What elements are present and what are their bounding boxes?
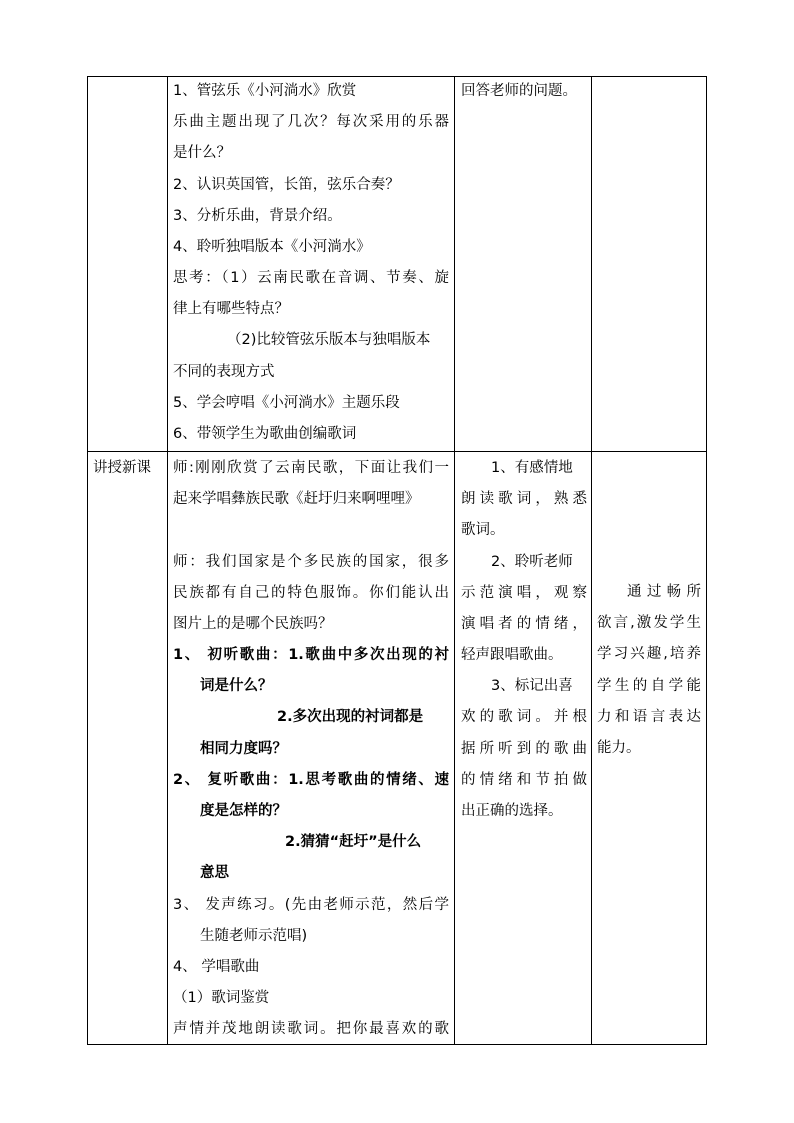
content-line: 6、带领学生为歌曲创编歌词 <box>173 426 357 442</box>
content-line: 5、学会哼唱《小河淌水》主题乐段 <box>173 395 400 411</box>
student-line: 回答老师的问题。 <box>461 83 577 99</box>
intent-line: 学习兴趣,培养 <box>597 646 701 662</box>
intent-line: 欲言,激发学生 <box>597 615 701 631</box>
intent-line: 力和语言表达 <box>597 709 701 725</box>
student-line: 示范演唱，观察 <box>461 585 587 601</box>
content-line: 2、 复听歌曲：1.思考歌曲的情绪、速 <box>173 772 449 788</box>
content-line: 生随老师示范唱) <box>200 928 308 944</box>
content-line: 民族都有自己的特色服饰。你们能认出 <box>173 585 449 601</box>
intent-line: 学生的自学能 <box>597 678 701 694</box>
student-line: 轻声跟唱歌曲。 <box>461 647 563 663</box>
content-line: 意思 <box>200 865 229 881</box>
student-line: 3、标记出喜 <box>491 678 573 694</box>
column-divider-3 <box>591 76 592 1045</box>
content-line: 1、管弦乐《小河淌水》欣赏 <box>173 83 357 99</box>
content-line: 起来学唱彝族民歌《赶圩归来啊哩哩》 <box>173 491 420 507</box>
student-line: 据所听到的歌曲 <box>461 741 587 757</box>
intent-line: 通过畅所 <box>627 584 701 600</box>
content-line: 4、 学唱歌曲 <box>173 959 260 975</box>
content-line: 度是怎样的？ <box>200 803 287 819</box>
content-line: 3、分析乐曲，背景介绍。 <box>173 208 342 224</box>
content-line: 词是什么？ <box>200 678 273 694</box>
table-left-border <box>87 76 88 1045</box>
student-line: 出正确的选择。 <box>461 803 563 819</box>
student-line: 演唱者的情绪， <box>461 616 587 632</box>
row-divider <box>87 451 707 452</box>
content-line: 乐曲主题出现了几次？每次采用的乐器 <box>173 114 449 130</box>
intent-line: 能力。 <box>597 740 641 756</box>
content-line: 相同力度吗？ <box>200 741 287 757</box>
content-line: 2.多次出现的衬词都是 <box>277 709 424 725</box>
section-label-text: 讲授新课 <box>93 460 151 476</box>
column-divider-2 <box>454 76 455 1045</box>
student-line: 欢的歌词。并根 <box>461 709 587 725</box>
content-line: 是什么？ <box>173 145 231 161</box>
student-line: 的情绪和节拍做 <box>461 772 587 788</box>
content-line: 4、聆听独唱版本《小河淌水》 <box>173 239 371 255</box>
content-line: 思考：（1）云南民歌在音调、节奏、旋 <box>173 270 449 286</box>
content-line: 师:刚刚欣赏了云南民歌，下面让我们一 <box>173 460 449 476</box>
content-line: 2、认识英国管，长笛，弦乐合奏？ <box>173 177 400 193</box>
student-line: 1、有感情地 <box>491 460 573 476</box>
content-line: 2.猜猜“赶圩”是什么 <box>285 834 422 850</box>
content-line: 图片上的是哪个民族吗？ <box>173 616 333 632</box>
student-line: 2、聆听老师 <box>491 554 573 570</box>
column-divider-1 <box>167 76 168 1045</box>
content-line: 3、 发声练习。(先由老师示范，然后学 <box>173 897 449 913</box>
table-right-border <box>706 76 707 1045</box>
content-line: 律上有哪些特点？ <box>173 301 289 317</box>
content-line: （1）歌词鉴赏 <box>173 990 270 1006</box>
content-line: 1、 初听歌曲：1.歌曲中多次出现的衬 <box>173 647 449 663</box>
content-line: （2)比较管弦乐版本与独唱版本 <box>227 332 431 348</box>
content-line: 声情并茂地朗读歌词。把你最喜欢的歌 <box>173 1021 449 1037</box>
content-line: 不同的表现方式 <box>173 364 275 380</box>
content-line: 师：我们国家是个多民族的国家，很多 <box>173 554 449 570</box>
student-line: 朗读歌词，熟悉 <box>461 491 587 507</box>
student-line: 歌词。 <box>461 522 505 538</box>
